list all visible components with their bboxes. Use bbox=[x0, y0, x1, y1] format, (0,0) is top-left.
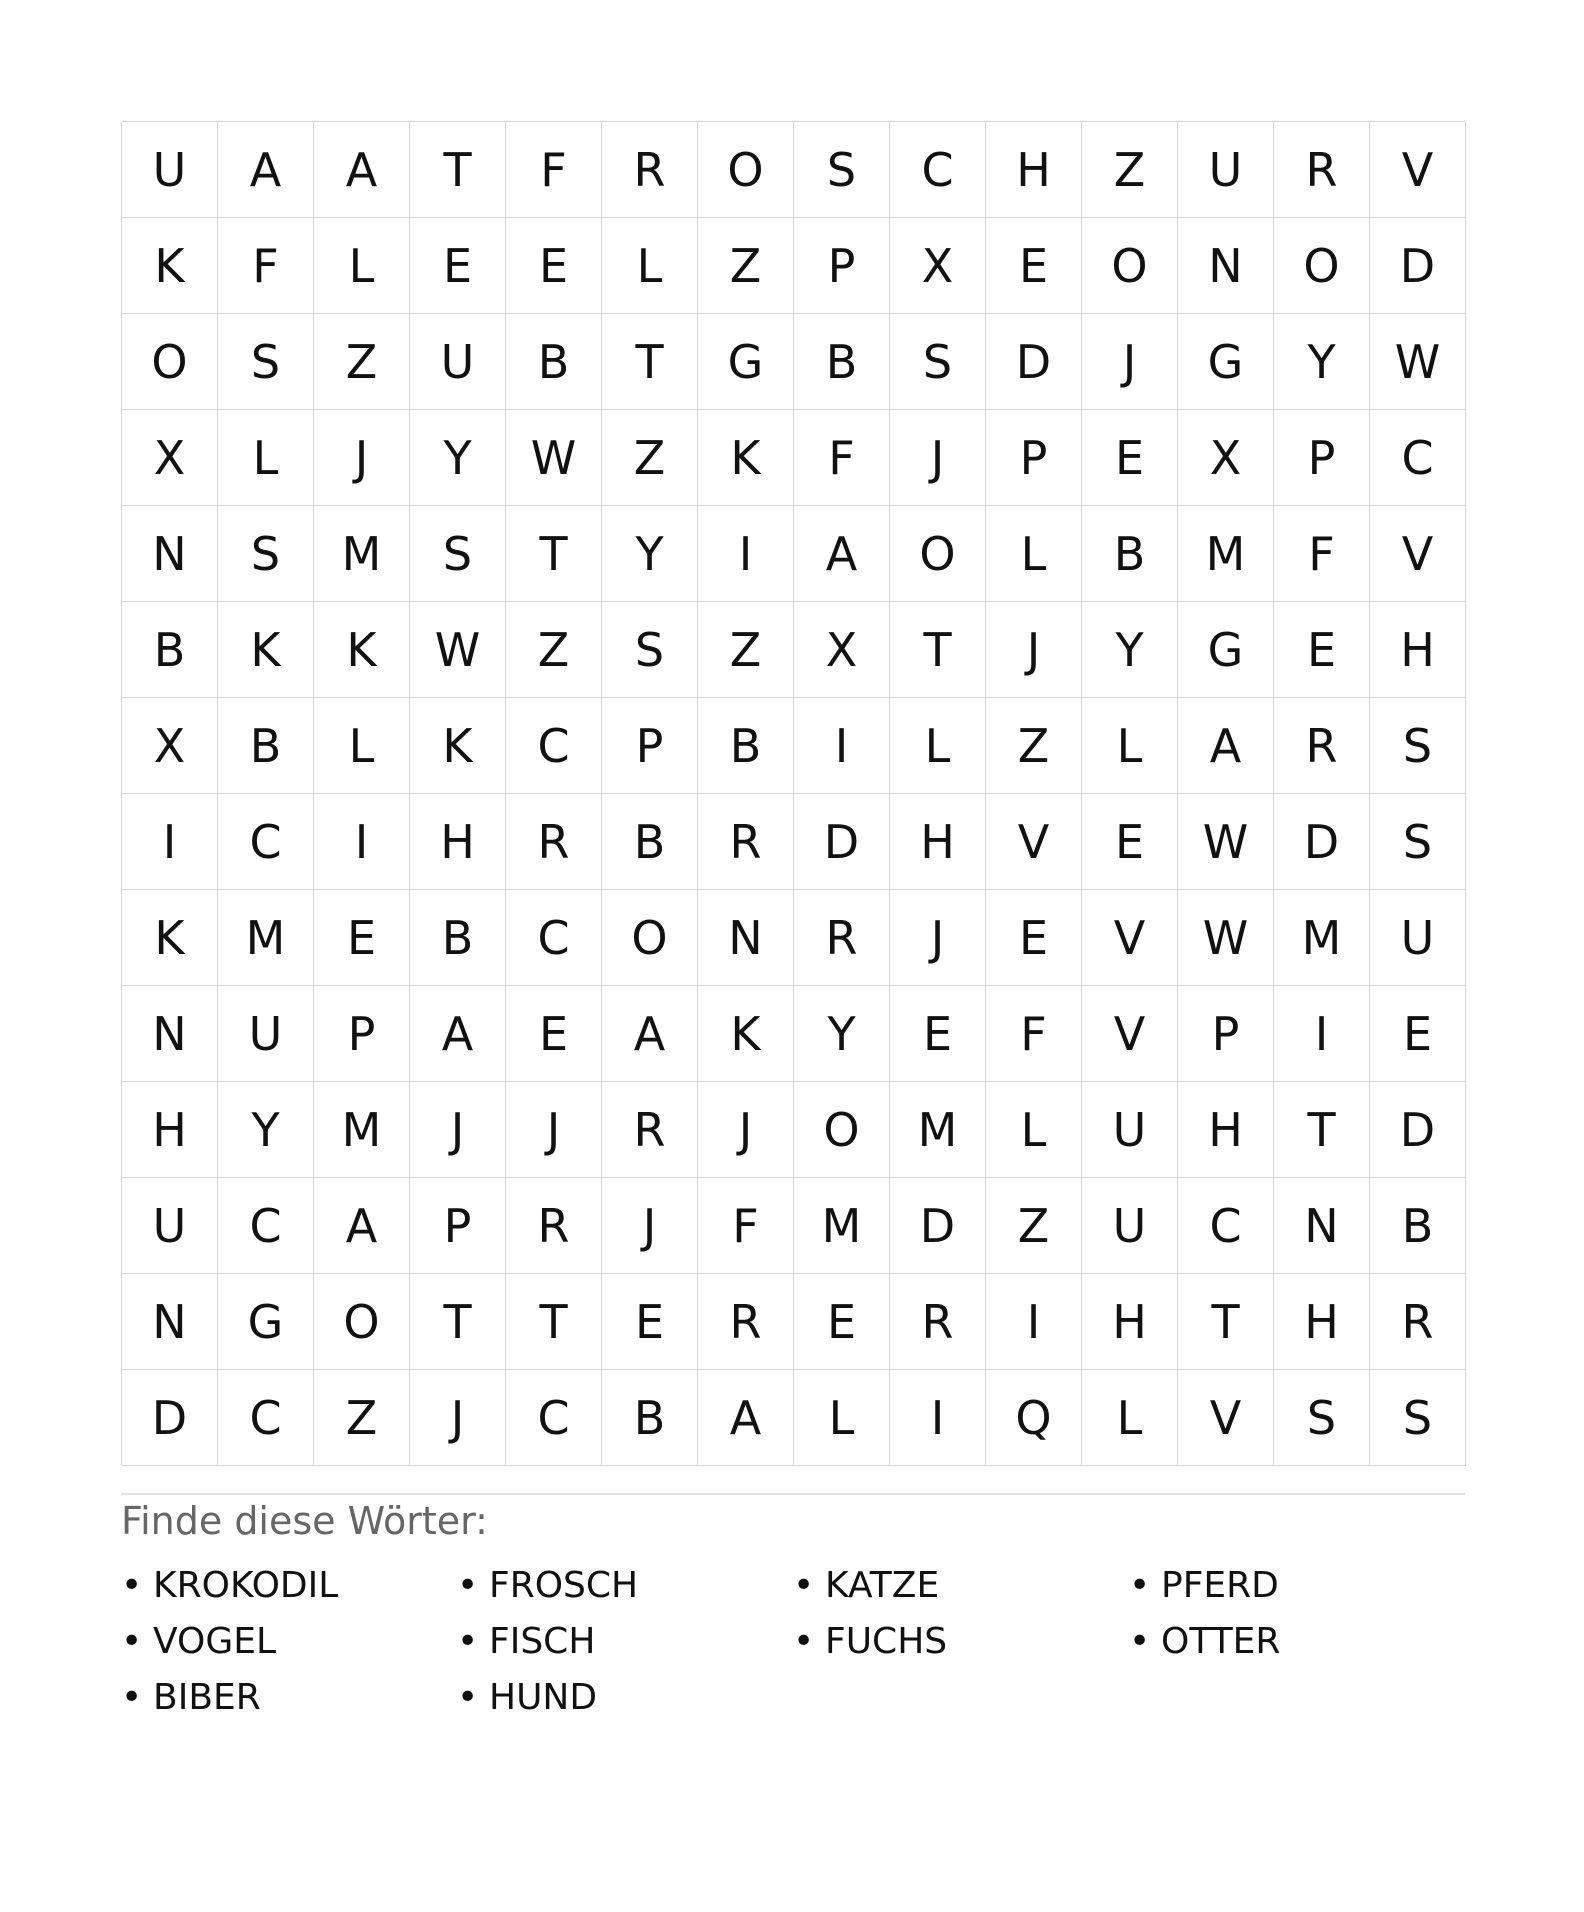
grid-cell[interactable]: R bbox=[1370, 1274, 1466, 1370]
grid-cell[interactable]: C bbox=[1370, 410, 1466, 506]
grid-cell[interactable]: T bbox=[1274, 1082, 1370, 1178]
grid-cell[interactable]: T bbox=[506, 506, 602, 602]
grid-cell[interactable]: E bbox=[1370, 986, 1466, 1082]
grid-cell[interactable]: L bbox=[986, 1082, 1082, 1178]
word-label: FISCH bbox=[489, 1621, 596, 1662]
grid-cell[interactable]: M bbox=[1178, 506, 1274, 602]
word-label: OTTER bbox=[1161, 1621, 1281, 1662]
grid-cell[interactable]: B bbox=[218, 698, 314, 794]
grid-cell[interactable]: J bbox=[1082, 314, 1178, 410]
grid-cell[interactable]: R bbox=[506, 794, 602, 890]
grid-cell[interactable]: I bbox=[122, 794, 218, 890]
grid-cell[interactable]: Z bbox=[698, 602, 794, 698]
grid-cell[interactable]: C bbox=[1178, 1178, 1274, 1274]
grid-cell[interactable]: F bbox=[986, 986, 1082, 1082]
grid-cell[interactable]: Y bbox=[218, 1082, 314, 1178]
grid-cell[interactable]: J bbox=[602, 1178, 698, 1274]
grid-cell[interactable]: I bbox=[314, 794, 410, 890]
grid-cell[interactable]: L bbox=[890, 698, 986, 794]
grid-cell[interactable]: D bbox=[1274, 794, 1370, 890]
grid-cell[interactable]: S bbox=[602, 602, 698, 698]
word-label: FROSCH bbox=[489, 1565, 639, 1606]
bullet-icon: • bbox=[121, 1677, 143, 1718]
grid-cell[interactable]: K bbox=[698, 986, 794, 1082]
grid-cell[interactable]: T bbox=[890, 602, 986, 698]
word-list bbox=[121, 1558, 1465, 1726]
grid-cell[interactable]: Z bbox=[506, 602, 602, 698]
grid-cell[interactable]: J bbox=[698, 1082, 794, 1178]
grid-cell[interactable]: R bbox=[890, 1274, 986, 1370]
grid-cell[interactable]: K bbox=[218, 602, 314, 698]
grid-cell[interactable]: L bbox=[314, 218, 410, 314]
grid-cell[interactable]: B bbox=[698, 698, 794, 794]
grid-cell[interactable]: Z bbox=[698, 218, 794, 314]
grid-cell[interactable]: U bbox=[218, 986, 314, 1082]
grid-cell[interactable]: B bbox=[1370, 1178, 1466, 1274]
grid-cell[interactable]: I bbox=[1274, 986, 1370, 1082]
grid-cell[interactable]: X bbox=[1178, 410, 1274, 506]
grid-cell[interactable]: S bbox=[1370, 1370, 1466, 1466]
grid-cell[interactable]: Z bbox=[1082, 122, 1178, 218]
grid-cell[interactable]: A bbox=[314, 122, 410, 218]
grid-cell[interactable]: L bbox=[218, 410, 314, 506]
grid-cell[interactable]: W bbox=[1370, 314, 1466, 410]
grid-cell[interactable]: U bbox=[122, 1178, 218, 1274]
word-label: KATZE bbox=[825, 1565, 940, 1606]
word-label: PFERD bbox=[1161, 1565, 1279, 1606]
grid-cell[interactable]: T bbox=[410, 1274, 506, 1370]
grid-cell[interactable]: E bbox=[314, 890, 410, 986]
grid-cell[interactable]: R bbox=[602, 1082, 698, 1178]
letter-grid bbox=[121, 121, 1465, 1465]
grid-cell[interactable]: Z bbox=[986, 698, 1082, 794]
grid-cell[interactable]: C bbox=[218, 1178, 314, 1274]
grid-cell[interactable]: Z bbox=[602, 410, 698, 506]
grid-cell[interactable]: A bbox=[794, 506, 890, 602]
grid-cell[interactable]: J bbox=[410, 1370, 506, 1466]
grid-cell[interactable]: J bbox=[314, 410, 410, 506]
grid-cell[interactable]: N bbox=[1178, 218, 1274, 314]
grid-cell[interactable]: K bbox=[122, 890, 218, 986]
grid-cell[interactable]: D bbox=[122, 1370, 218, 1466]
word-label: HUND bbox=[489, 1677, 598, 1718]
grid-cell[interactable]: J bbox=[506, 1082, 602, 1178]
grid-cell[interactable]: E bbox=[1082, 410, 1178, 506]
grid-cell[interactable]: H bbox=[1082, 1274, 1178, 1370]
grid-cell[interactable]: H bbox=[890, 794, 986, 890]
grid-cell[interactable]: N bbox=[1274, 1178, 1370, 1274]
grid-cell[interactable]: M bbox=[794, 1178, 890, 1274]
grid-cell[interactable]: V bbox=[1370, 506, 1466, 602]
grid-cell[interactable]: Z bbox=[314, 1370, 410, 1466]
grid-cell[interactable]: F bbox=[1274, 506, 1370, 602]
grid-cell[interactable]: C bbox=[506, 698, 602, 794]
grid-cell[interactable]: R bbox=[1274, 122, 1370, 218]
grid-cell[interactable]: X bbox=[122, 410, 218, 506]
grid-cell[interactable]: J bbox=[890, 890, 986, 986]
grid-cell[interactable]: I bbox=[986, 1274, 1082, 1370]
grid-cell[interactable]: C bbox=[218, 1370, 314, 1466]
word-list-item bbox=[793, 1614, 1129, 1670]
grid-cell[interactable]: C bbox=[506, 890, 602, 986]
grid-cell[interactable]: A bbox=[314, 1178, 410, 1274]
grid-cell[interactable]: R bbox=[602, 122, 698, 218]
grid-cell[interactable]: X bbox=[122, 698, 218, 794]
grid-cell[interactable]: E bbox=[794, 1274, 890, 1370]
grid-cell[interactable]: X bbox=[794, 602, 890, 698]
grid-cell[interactable]: Z bbox=[986, 1178, 1082, 1274]
grid-cell[interactable]: L bbox=[794, 1370, 890, 1466]
grid-cell[interactable]: S bbox=[794, 122, 890, 218]
grid-cell[interactable]: N bbox=[698, 890, 794, 986]
grid-cell[interactable]: W bbox=[410, 602, 506, 698]
grid-cell[interactable]: V bbox=[1370, 122, 1466, 218]
grid-cell[interactable]: J bbox=[890, 410, 986, 506]
grid-cell[interactable]: V bbox=[1082, 986, 1178, 1082]
bullet-icon: • bbox=[793, 1621, 815, 1662]
grid-cell[interactable]: O bbox=[890, 506, 986, 602]
grid-cell[interactable]: G bbox=[1178, 314, 1274, 410]
grid-cell[interactable]: B bbox=[506, 314, 602, 410]
grid-cell[interactable]: M bbox=[1274, 890, 1370, 986]
bullet-icon: • bbox=[1129, 1565, 1151, 1606]
grid-cell[interactable]: A bbox=[1178, 698, 1274, 794]
grid-cell[interactable]: D bbox=[1370, 218, 1466, 314]
grid-cell[interactable]: B bbox=[602, 1370, 698, 1466]
grid-cell[interactable]: E bbox=[602, 1274, 698, 1370]
grid-cell[interactable]: S bbox=[1370, 698, 1466, 794]
grid-cell[interactable]: R bbox=[794, 890, 890, 986]
word-list-item bbox=[121, 1614, 457, 1670]
grid-cell[interactable]: E bbox=[986, 218, 1082, 314]
grid-cell[interactable]: U bbox=[1370, 890, 1466, 986]
bullet-icon: • bbox=[457, 1677, 479, 1718]
word-list-item bbox=[457, 1558, 793, 1614]
grid-cell[interactable]: P bbox=[314, 986, 410, 1082]
grid-cell[interactable]: M bbox=[314, 1082, 410, 1178]
grid-cell[interactable]: B bbox=[794, 314, 890, 410]
grid-cell[interactable]: A bbox=[410, 986, 506, 1082]
grid-cell[interactable]: U bbox=[1178, 122, 1274, 218]
grid-cell[interactable]: S bbox=[410, 506, 506, 602]
grid-cell[interactable]: H bbox=[1274, 1274, 1370, 1370]
grid-cell[interactable]: Z bbox=[314, 314, 410, 410]
grid-cell[interactable]: K bbox=[698, 410, 794, 506]
grid-cell[interactable]: H bbox=[122, 1082, 218, 1178]
grid-cell[interactable]: O bbox=[122, 314, 218, 410]
grid-cell[interactable]: I bbox=[698, 506, 794, 602]
grid-cell[interactable]: R bbox=[698, 794, 794, 890]
word-list-item bbox=[457, 1614, 793, 1670]
grid-cell[interactable]: H bbox=[1370, 602, 1466, 698]
bullet-icon: • bbox=[1129, 1621, 1151, 1662]
grid-cell[interactable]: E bbox=[506, 218, 602, 314]
grid-cell[interactable]: P bbox=[1274, 410, 1370, 506]
grid-cell[interactable]: E bbox=[1082, 794, 1178, 890]
grid-cell[interactable]: U bbox=[1082, 1178, 1178, 1274]
grid-cell[interactable]: C bbox=[890, 122, 986, 218]
grid-cell[interactable]: P bbox=[602, 698, 698, 794]
grid-cell[interactable]: E bbox=[410, 218, 506, 314]
grid-cell[interactable]: K bbox=[314, 602, 410, 698]
grid-cell[interactable]: L bbox=[986, 506, 1082, 602]
grid-cell[interactable]: B bbox=[602, 794, 698, 890]
word-list-item bbox=[457, 1670, 793, 1726]
grid-cell[interactable]: O bbox=[794, 1082, 890, 1178]
grid-cell[interactable]: R bbox=[698, 1274, 794, 1370]
bullet-icon: • bbox=[121, 1621, 143, 1662]
grid-cell[interactable]: E bbox=[986, 890, 1082, 986]
grid-cell[interactable]: T bbox=[410, 122, 506, 218]
grid-cell[interactable]: J bbox=[986, 602, 1082, 698]
grid-cell[interactable]: C bbox=[506, 1370, 602, 1466]
grid-cell[interactable]: X bbox=[890, 218, 986, 314]
word-label: FUCHS bbox=[825, 1621, 948, 1662]
grid-cell[interactable]: B bbox=[1082, 506, 1178, 602]
grid-cell[interactable]: W bbox=[1178, 794, 1274, 890]
grid-cell[interactable]: O bbox=[1274, 218, 1370, 314]
grid-cell[interactable]: P bbox=[794, 218, 890, 314]
grid-cell[interactable]: U bbox=[410, 314, 506, 410]
grid-cell[interactable]: U bbox=[1082, 1082, 1178, 1178]
bullet-icon: • bbox=[457, 1565, 479, 1606]
grid-cell[interactable]: B bbox=[122, 602, 218, 698]
grid-cell[interactable]: E bbox=[1274, 602, 1370, 698]
bullet-icon: • bbox=[793, 1565, 815, 1606]
word-label: BIBER bbox=[153, 1677, 261, 1718]
grid-cell[interactable]: M bbox=[890, 1082, 986, 1178]
grid-cell[interactable]: Y bbox=[602, 506, 698, 602]
grid-cell[interactable]: Y bbox=[410, 410, 506, 506]
grid-cell[interactable]: F bbox=[698, 1178, 794, 1274]
word-list-item bbox=[793, 1558, 1129, 1614]
grid-cell[interactable]: E bbox=[890, 986, 986, 1082]
grid-cell[interactable]: A bbox=[698, 1370, 794, 1466]
word-label: KROKODIL bbox=[153, 1565, 339, 1606]
grid-cell[interactable]: H bbox=[1178, 1082, 1274, 1178]
grid-cell[interactable]: F bbox=[506, 122, 602, 218]
grid-cell[interactable]: Y bbox=[794, 986, 890, 1082]
grid-cell[interactable]: M bbox=[218, 890, 314, 986]
grid-cell[interactable]: J bbox=[410, 1082, 506, 1178]
grid-cell[interactable]: I bbox=[890, 1370, 986, 1466]
word-list-heading: Finde diese Wörter: bbox=[121, 1499, 488, 1543]
grid-cell[interactable]: Y bbox=[1274, 314, 1370, 410]
grid-cell[interactable]: G bbox=[218, 1274, 314, 1370]
grid-cell[interactable]: G bbox=[1178, 602, 1274, 698]
grid-cell[interactable]: B bbox=[410, 890, 506, 986]
word-list-item bbox=[1129, 1558, 1465, 1614]
grid-cell[interactable]: T bbox=[506, 1274, 602, 1370]
grid-cell[interactable]: O bbox=[602, 890, 698, 986]
word-list-item bbox=[1129, 1614, 1465, 1670]
grid-cell[interactable]: N bbox=[122, 986, 218, 1082]
grid-cell[interactable]: C bbox=[218, 794, 314, 890]
grid-cell[interactable]: V bbox=[1178, 1370, 1274, 1466]
word-label: VOGEL bbox=[153, 1621, 277, 1662]
grid-cell[interactable]: N bbox=[122, 506, 218, 602]
grid-cell[interactable]: H bbox=[410, 794, 506, 890]
grid-cell[interactable]: I bbox=[794, 698, 890, 794]
grid-cell[interactable]: D bbox=[794, 794, 890, 890]
grid-cell[interactable]: N bbox=[122, 1274, 218, 1370]
grid-cell[interactable]: M bbox=[314, 506, 410, 602]
grid-cell[interactable]: S bbox=[890, 314, 986, 410]
grid-cell[interactable]: D bbox=[1370, 1082, 1466, 1178]
bullet-icon: • bbox=[457, 1621, 479, 1662]
grid-cell[interactable]: R bbox=[1274, 698, 1370, 794]
grid-cell[interactable]: K bbox=[410, 698, 506, 794]
grid-cell[interactable]: U bbox=[122, 122, 218, 218]
grid-cell[interactable]: W bbox=[506, 410, 602, 506]
grid-cell[interactable]: D bbox=[890, 1178, 986, 1274]
word-list-item bbox=[121, 1558, 457, 1614]
grid-cell[interactable]: W bbox=[1178, 890, 1274, 986]
grid-cell[interactable]: S bbox=[1370, 794, 1466, 890]
grid-cell[interactable]: R bbox=[506, 1178, 602, 1274]
grid-cell[interactable]: F bbox=[794, 410, 890, 506]
word-list-item bbox=[121, 1670, 457, 1726]
grid-cell[interactable]: A bbox=[602, 986, 698, 1082]
grid-cell[interactable]: O bbox=[698, 122, 794, 218]
divider bbox=[121, 1493, 1465, 1495]
grid-cell[interactable]: S bbox=[1274, 1370, 1370, 1466]
grid-cell[interactable]: G bbox=[698, 314, 794, 410]
grid-cell[interactable]: E bbox=[506, 986, 602, 1082]
grid-cell[interactable]: O bbox=[1082, 218, 1178, 314]
grid-cell[interactable]: V bbox=[1082, 890, 1178, 986]
grid-cell[interactable]: L bbox=[602, 218, 698, 314]
grid-cell[interactable]: Y bbox=[1082, 602, 1178, 698]
grid-cell[interactable]: S bbox=[218, 506, 314, 602]
grid-cell[interactable]: T bbox=[602, 314, 698, 410]
grid-cell[interactable]: O bbox=[314, 1274, 410, 1370]
grid-cell[interactable]: F bbox=[218, 218, 314, 314]
grid-cell[interactable]: L bbox=[1082, 698, 1178, 794]
grid-cell[interactable]: L bbox=[314, 698, 410, 794]
grid-cell[interactable]: K bbox=[122, 218, 218, 314]
grid-cell[interactable]: L bbox=[1082, 1370, 1178, 1466]
grid-cell[interactable]: P bbox=[986, 410, 1082, 506]
grid-cell[interactable]: P bbox=[410, 1178, 506, 1274]
grid-cell[interactable]: A bbox=[218, 122, 314, 218]
grid-cell[interactable]: P bbox=[1178, 986, 1274, 1082]
grid-cell[interactable]: D bbox=[986, 314, 1082, 410]
bullet-icon: • bbox=[121, 1565, 143, 1606]
grid-cell[interactable]: S bbox=[218, 314, 314, 410]
grid-cell[interactable]: H bbox=[986, 122, 1082, 218]
grid-cell[interactable]: Q bbox=[986, 1370, 1082, 1466]
grid-cell[interactable]: V bbox=[986, 794, 1082, 890]
grid-cell[interactable]: T bbox=[1178, 1274, 1274, 1370]
